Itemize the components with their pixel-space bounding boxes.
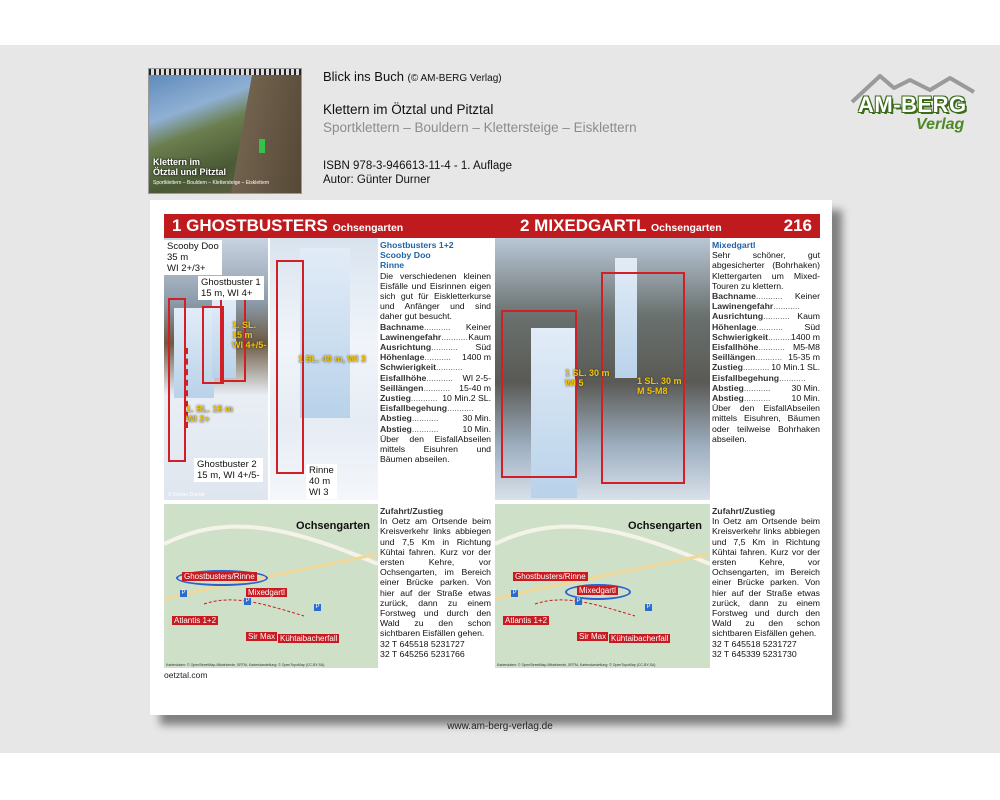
fact-value: 2 SL. <box>470 393 491 404</box>
route-description: Die verschiedenen kleinen Eisfälle und Eisrinnen eigen sich gut für Eiskletterkurse und Anfänger und sind daher gut besucht. <box>380 270 491 322</box>
book-page-preview <box>150 200 832 715</box>
fact-key: Bachname <box>712 291 756 302</box>
facts-list <box>712 291 820 414</box>
fact-key: Abstieg <box>380 423 412 434</box>
fact-value: Abseilen <box>786 403 820 414</box>
photo-credit: © Günter Durner <box>168 492 206 498</box>
fact-key: Zustieg <box>712 362 743 373</box>
fact-row: Abstieg........... 10 Min. <box>712 382 820 404</box>
fact-key: Höhenlage <box>712 321 757 332</box>
rinne-photo <box>270 238 378 500</box>
publisher-url[interactable]: www.am-berg-verlag.de <box>447 721 553 732</box>
icefall-coordinates: 32 T 645256 5231766 <box>380 648 465 659</box>
fact-value: Kaum <box>797 311 820 322</box>
fact-row: Bachname........... Keiner <box>380 321 491 332</box>
fact-key: Eisfallhöhe <box>380 372 427 383</box>
right-access-column <box>712 506 820 659</box>
fact-value: Keiner <box>465 321 491 332</box>
fact-value: M5-M8 <box>792 342 820 353</box>
descent-description: Über den Eisfall mittels Eisuhren und Bäumen abseilen. <box>380 433 491 465</box>
fact-key: Seillängen <box>380 382 424 393</box>
pitch-label: 1 SL. 30 m M 5-M8 <box>637 376 682 396</box>
route-name: Mixedgartl <box>712 240 756 250</box>
fact-value: 1400 m <box>791 331 820 342</box>
climber-figure <box>259 139 265 153</box>
fact-row: Lawinengefahr........... Kaum <box>712 301 820 322</box>
right-route-heading: 2 MIXEDGARTL Ochsengarten <box>520 216 722 235</box>
cover-title: Klettern im Ötztal und Pitztal <box>153 157 226 177</box>
fact-key: Seillängen <box>712 352 756 363</box>
fact-row: Schwierigkeit........... WI 2-5- <box>380 362 491 383</box>
map-label-ghostbusters: Ghostbusters/Rinne <box>184 572 255 581</box>
parking-icon: P <box>576 598 581 604</box>
route-name: Ghostbusters 1+2 <box>380 240 454 250</box>
access-description: In Oetz am Ortsende beim Kreisverkehr links abbiegen und 7,5 Km in Richtung Kühtai fahren. Kurz vor der ersten Kehre, vor Ochsengarten, im Bereich einer Brücke parken. Von hier auf der Straße etwas zurück, dann zu einem Forstweg und durch den Wald zu den schon sichtbaren Eisfällen gehen. <box>380 516 491 639</box>
author-line: Autor: Günter Durner <box>323 174 431 186</box>
fact-row: Höhenlage........... 1400 m <box>380 352 491 363</box>
book-subtitle: Sportklettern – Bouldern – Klettersteige – Eisklettern <box>323 120 637 135</box>
fact-value: 30 Min. <box>462 413 491 424</box>
facts-list <box>380 321 491 444</box>
fact-row: Eisfallhöhe........... 15-35 m <box>712 342 820 363</box>
fact-value: 30 Min. <box>791 382 820 393</box>
fact-key: Eisfallhöhe <box>712 342 759 353</box>
fact-key: Abstieg <box>712 393 744 404</box>
rock-face <box>231 75 301 193</box>
fact-row: Zustieg........... 10 Min. <box>712 362 800 373</box>
pitch-label: 1. SL. 15 m WI 2+ <box>186 404 234 424</box>
scooby-doo-label: Scooby Doo 35 m WI 2+/3+ <box>164 240 222 275</box>
descent-description: Über den Eisfall mittels Eisuhren, Bäumen oder teilweise Bohrhaken abseilen. <box>712 403 820 444</box>
fact-value: Abseilen <box>457 433 491 444</box>
right-info-column <box>712 240 820 444</box>
fact-row: Eisfallbegehung........... 30 Min. <box>380 403 491 424</box>
rinne-label: Rinne 40 m WI 3 <box>306 464 337 499</box>
logo-text-verlag: Verlag <box>916 116 965 133</box>
fact-value: 10 Min. <box>442 393 471 404</box>
route-box <box>168 298 186 462</box>
access-description: In Oetz am Ortsende beim Kreisverkehr links abbiegen und 7,5 Km in Richtung Kühtai fahren. Kurz vor der ersten Kehre, vor Ochsengarten, im Bereich einer Brücke parken. Von hier auf der Straße etwas zurück, dann zu einem Forstweg und durch den Wald zu den schon sichtbaren Eisfällen gehen. <box>712 516 820 639</box>
map-place-name: Ochsengarten <box>628 520 702 532</box>
fact-key: Schwierigkeit <box>380 362 437 373</box>
fact-row: Abstieg........... 10 Min. <box>380 413 491 434</box>
map-label-sir-max: Sir Max <box>579 632 607 641</box>
fact-value: 10 Min. <box>791 393 820 404</box>
fact-row: Schwierigkeit........... M5-M8 <box>712 331 820 353</box>
left-access-column <box>380 506 491 659</box>
pitch-label: 1 SL. 30 m WI 5 <box>565 368 610 388</box>
map-label-ghostbusters: Ghostbusters/Rinne <box>515 572 586 581</box>
map-label-atlantis: Atlantis 1+2 <box>505 616 548 625</box>
fact-value: 15-40 m <box>459 382 491 393</box>
blick-ins-buch-label: Blick ins Buch (© AM-BERG Verlag) <box>323 69 502 84</box>
logo-text-am-berg: AM-BERG <box>858 92 967 117</box>
fact-key: Schwierigkeit <box>712 331 769 342</box>
fact-row: Zustieg........... 10 Min. <box>380 393 471 404</box>
fact-row: Bachname........... Keiner <box>712 291 820 302</box>
fact-value: 15-35 m <box>788 352 820 363</box>
fact-value: 10 Min. <box>771 362 800 373</box>
fact-value: WI 2-5- <box>462 372 491 383</box>
access-heading: Zufahrt/Zustieg <box>712 506 776 516</box>
parking-icon: P <box>181 590 186 596</box>
fact-row: Eisfallbegehung........... 30 Min. <box>712 372 820 393</box>
parking-icon: P <box>315 604 320 610</box>
fact-key: Lawinengefahr <box>380 331 442 342</box>
book-title: Klettern im Ötztal und Pitztal <box>323 102 494 117</box>
ghostbusters-photo <box>164 238 268 500</box>
fact-value: 1 SL. <box>799 362 820 373</box>
access-heading: Zufahrt/Zustieg <box>380 506 444 516</box>
pitch-label: 1 SL. 40 m, WI 3 <box>298 354 367 364</box>
isbn-line: ISBN 978-3-946613-11-4 - 1. Auflage <box>323 160 513 172</box>
route-box <box>276 260 304 474</box>
parking-icon: P <box>245 598 250 604</box>
fact-row: Abstieg........... Abseilen <box>380 423 491 444</box>
right-access-map[interactable] <box>495 504 710 668</box>
left-route-heading: 1 GHOSTBUSTERS Ochsengarten <box>172 216 404 235</box>
spiral-binding <box>149 69 301 75</box>
fact-row: Ausrichtung........... Süd <box>712 311 820 332</box>
photo-source[interactable]: oetztal.com <box>164 670 208 680</box>
fact-value: Süd <box>475 342 491 353</box>
fact-row: Höhenlage........... 1400 m <box>712 321 820 342</box>
fact-row: Seillängen........... 1 SL. <box>712 352 820 373</box>
fact-value: Kaum <box>468 331 491 342</box>
parking-coordinates: 32 T 645518 5231727 <box>712 638 797 649</box>
icefall-coordinates: 32 T 645339 5231730 <box>712 648 797 659</box>
map-place-name: Ochsengarten <box>296 520 370 532</box>
mixedgartl-photo <box>495 238 710 500</box>
left-info-column <box>380 240 491 464</box>
fact-row: Eisfallhöhe........... 15-40 m <box>380 372 491 393</box>
page-number: 216 <box>783 216 812 235</box>
route-name: Rinne <box>380 260 405 271</box>
fact-row: Abstieg........... Abseilen <box>712 393 820 414</box>
page-header-bar <box>164 214 820 238</box>
fact-key: Abstieg <box>380 413 412 424</box>
map-label-kuehtaibacherfall: Kühtaibacherfall <box>280 634 338 643</box>
fact-value: Keiner <box>794 291 820 302</box>
fact-key: Lawinengefahr <box>712 301 774 312</box>
fact-key: Eisfallbegehung <box>712 372 780 383</box>
map-credit: Kartendaten: © OpenStreetMap-Mitwirkende, SRTM, Kartendarstellung: © OpenTopoMap (CC-BY-SA) <box>166 663 325 667</box>
parking-coordinates: 32 T 645518 5231727 <box>380 638 465 649</box>
parking-icon: P <box>646 604 651 610</box>
map-label-sir-max: Sir Max <box>248 632 276 641</box>
map-label-kuehtaibacherfall: Kühtaibacherfall <box>611 634 669 643</box>
fact-key: Zustieg <box>380 393 411 404</box>
map-credit: Kartendaten: © OpenStreetMap-Mitwirkende, SRTM, Kartendarstellung: © OpenTopoMap (CC-BY-SA) <box>497 663 656 667</box>
map-label-atlantis: Atlantis 1+2 <box>174 616 217 625</box>
cover-subtitle: Sportklettern – Bouldern – Klettersteige – Eisklettern <box>153 180 270 186</box>
left-access-map[interactable] <box>164 504 378 668</box>
fact-key: Eisfallbegehung <box>380 403 448 414</box>
route-description: Sehr schöner, gut abgesicherter (Bohrhaken) Klettergarten um Mixed-Touren zu klettern. <box>712 250 820 291</box>
fact-key: Bachname <box>380 321 424 332</box>
book-cover-image[interactable] <box>148 68 302 194</box>
icefall <box>300 248 350 418</box>
fact-key: Abstieg <box>712 382 744 393</box>
route-name: Scooby Doo <box>380 250 431 261</box>
am-berg-logo[interactable] <box>850 70 980 140</box>
fact-row: Seillängen........... 2 SL. <box>380 382 491 404</box>
ghostbuster-2-label: Ghostbuster 2 15 m, WI 4+/5- <box>194 458 263 482</box>
fact-value: Süd <box>804 321 820 332</box>
fact-value: 1400 m <box>462 352 491 363</box>
fact-key: Ausrichtung <box>712 311 764 322</box>
map-label-mixedgartl: Mixedgartl <box>248 588 285 597</box>
fact-row: Lawinengefahr........... Kaum <box>380 331 491 342</box>
fact-value: 10 Min. <box>462 423 491 434</box>
parking-icon: P <box>512 590 517 596</box>
fact-row: Ausrichtung........... Süd <box>380 342 491 353</box>
fact-key: Ausrichtung <box>380 342 432 353</box>
pitch-label: 1. SL. 15 m WI 4+/5- <box>232 320 267 350</box>
map-label-mixedgartl: Mixedgartl <box>579 586 616 595</box>
route-box <box>501 310 577 478</box>
ghostbuster-1-label: Ghostbuster 1 15 m, WI 4+ <box>198 276 264 300</box>
fact-key: Höhenlage <box>380 352 425 363</box>
